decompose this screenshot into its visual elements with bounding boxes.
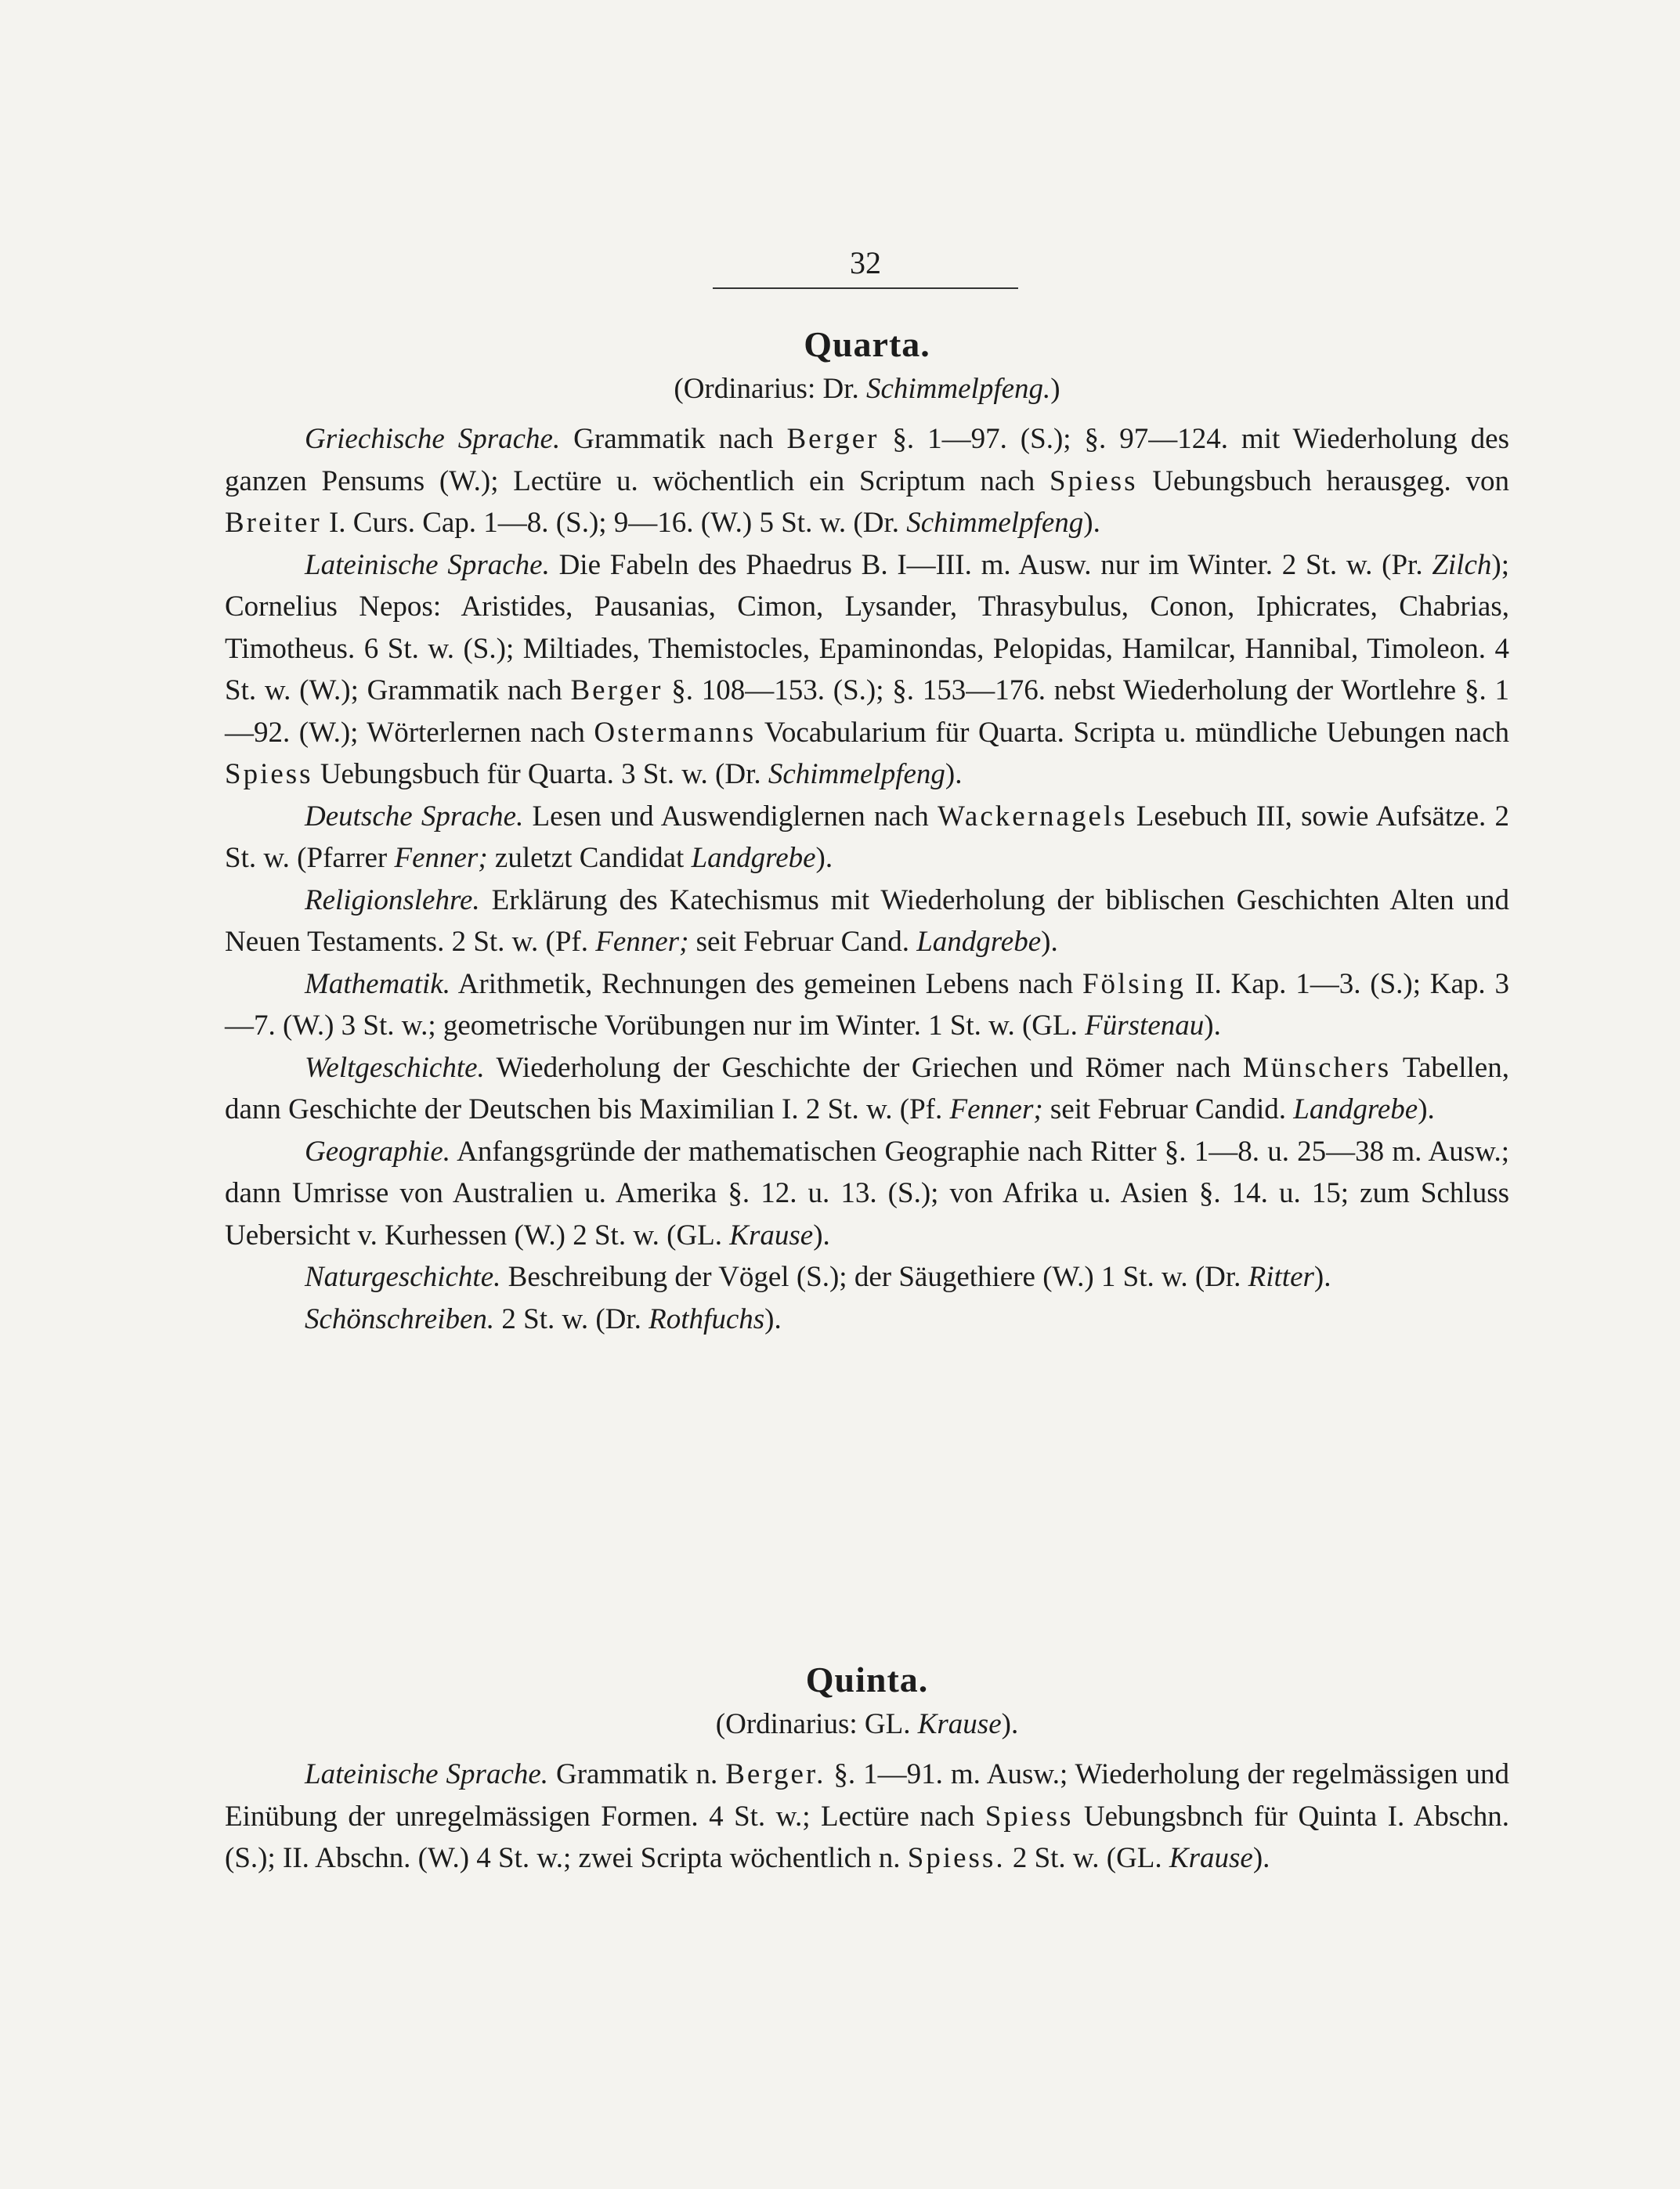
text: Anfangsgründe der mathematischen Geographie nach Ritter §. 1—8. u. 25—38 m. Ausw.; dann Umrisse von Australien u. Amerika §. 12. u. 13. (S.); von Afrika u. Asien §. 14. u. 15; zum Schluss Uebersicht v. Kurhessen (W.) 2 St. w. (GL. [225, 1135, 1509, 1252]
spaced-name: Wackernagels [937, 800, 1128, 833]
text: I. Curs. Cap. 1—8. (S.); 9—16. (W.) 5 St. w. (Dr. [321, 507, 907, 539]
teacher-name: Fenner; [949, 1093, 1043, 1125]
paragraph-latin [225, 544, 1509, 796]
header-rule [713, 287, 1018, 289]
spaced-name: Spiess [225, 758, 313, 790]
section-quinta [225, 1656, 1509, 1880]
text: seit Februar Cand. [688, 926, 917, 958]
spaced-name: Spiess [985, 1800, 1074, 1833]
text: Erklärung des Katechismus mit Wiederholung der biblischen Geschichten Alten und Neuen Testaments. 2 St. w. (Pf. [225, 883, 1509, 958]
teacher-name: Rothfuchs [649, 1302, 765, 1335]
text: ). [1418, 1093, 1435, 1125]
text: ). [1041, 926, 1058, 958]
paragraph-greek [225, 418, 1509, 544]
spaced-name: Spiess. [907, 1842, 1006, 1874]
ordinarius-line [225, 368, 1509, 410]
text: ). [813, 1219, 830, 1252]
subject-heading: Geographie. [305, 1135, 450, 1168]
text: 2 St. w. (Dr. [494, 1302, 649, 1335]
teacher-name: Schimmelpfeng [768, 758, 945, 790]
paragraph-natural-history [225, 1256, 1509, 1299]
paragraph-math [225, 963, 1509, 1047]
teacher-name: Landgrebe [1293, 1093, 1418, 1125]
ordinarius-suffix: ). [1001, 1708, 1019, 1740]
subject-heading: Griechische Sprache. [305, 423, 561, 455]
text: Grammatik nach [560, 423, 787, 455]
section-title: Quarta. [804, 324, 930, 364]
ordinarius-prefix: (Ordinarius: GL. [715, 1708, 918, 1740]
ordinarius-suffix: ) [1050, 373, 1060, 405]
teacher-name: Krause [1169, 1842, 1253, 1874]
text: ). [1252, 1842, 1270, 1874]
text: Beschreibung der Vögel (S.); der Säugethiere (W.) 1 St. w. (Dr. [500, 1261, 1248, 1293]
spaced-name: Breiter [225, 507, 322, 539]
teacher-name: Ritter [1248, 1261, 1314, 1293]
subject-heading: Schönschreiben. [305, 1302, 495, 1335]
text: Uebungsbnch für Quinta I. Abschn. (S.); II. Abschn. (W.) 4 St. w.; zwei Scripta wöchentlich n. [225, 1800, 1509, 1874]
teacher-name: Krause [729, 1219, 814, 1252]
teacher-name: Zilch [1432, 548, 1492, 581]
teacher-name: Fenner; [595, 926, 689, 958]
text: ). [945, 758, 963, 790]
text: Uebungsbuch herausgeg. von [1137, 464, 1510, 497]
text: Grammatik n. [548, 1758, 726, 1790]
text: 2 St. w. (GL. [1005, 1842, 1169, 1874]
subject-heading: Naturgeschichte. [305, 1261, 501, 1293]
ordinarius-name: Krause [917, 1708, 1002, 1740]
teacher-name: Fürstenau [1085, 1010, 1205, 1042]
text: Uebungsbuch für Quarta. 3 St. w. (Dr. [313, 758, 768, 790]
text: §. 1—91. m. Ausw.; Wiederholung der regelmässigen und Einübung der unregelmässigen Formen. 4 St. w.; Lectüre nach [225, 1758, 1509, 1833]
text: Lesen und Auswendiglernen nach [523, 800, 938, 833]
text: II. Kap. 1—3. (S.); Kap. 3—7. (W.) 3 St. w.; geometrische Vorübungen nur im Winter. 1 St. w. (GL. [225, 967, 1509, 1042]
spaced-name: Berger [786, 423, 880, 455]
text: Tabellen, dann Geschichte der Deutschen bis Maximilian I. 2 St. w. (Pf. [225, 1051, 1509, 1125]
ordinarius-line [225, 1703, 1509, 1746]
text: Die Fabeln des Phaedrus B. I—III. m. Ausw. nur im Winter. 2 St. w. (Pr. [549, 548, 1433, 581]
text: ). [764, 1302, 782, 1335]
text: §. 1—97. (S.); §. 97—124. mit Wiederholung des ganzen Pensums (W.); Lectüre u. wöchentlich ein Scriptum nach [225, 423, 1509, 497]
spaced-name: Berger [570, 674, 663, 706]
text: Lesebuch III, sowie Aufsätze. 2 St. w. (Pfarrer [225, 800, 1510, 874]
spaced-name: Fölsing [1082, 967, 1186, 1000]
spaced-name: Berger. [725, 1758, 826, 1790]
text: ); Cornelius Nepos: Aristides, Pausanias, Cimon, Lysander, Thrasybulus, Conon, Iphicrates, Chabrias, Timotheus. 6 St. w. (S.); Miltiades, Themistocles, Epaminondas, Pelopidas, Hamilcar, Hannibal, Timoleon. 4 St. w. (W.); Grammatik nach [225, 548, 1509, 706]
text: ). [1313, 1261, 1331, 1293]
ordinarius-prefix: (Ordinarius: Dr. [674, 373, 866, 405]
subject-heading: Mathematik. [305, 967, 450, 1000]
teacher-name: Landgrebe [916, 926, 1042, 958]
ordinarius-name: Schimmelpfeng. [865, 373, 1051, 405]
paragraph-german [225, 796, 1509, 880]
subject-heading: Weltgeschichte. [305, 1051, 485, 1084]
text: ). [1083, 507, 1100, 539]
subject-heading: Religionslehre. [305, 883, 480, 916]
paragraph-handwriting [225, 1299, 1509, 1341]
teacher-name: Schimmelpfeng [906, 507, 1084, 539]
text: Arithmetik, Rechnungen des gemeinen Lebens nach [450, 967, 1082, 1000]
spaced-name: Münschers [1242, 1051, 1392, 1084]
paragraph-latin [225, 1754, 1509, 1880]
text: ). [1204, 1010, 1221, 1042]
paragraph-geography [225, 1131, 1509, 1257]
teacher-name: Fenner; [394, 842, 488, 874]
text: Wiederholung der Geschichte der Griechen und Römer nach [484, 1051, 1243, 1084]
text: seit Februar Candid. [1042, 1093, 1294, 1125]
section-quarta [225, 321, 1509, 1340]
text: Vocabularium für Quarta. Scripta u. mündliche Uebungen nach [756, 716, 1509, 749]
text: zuletzt Candidat [487, 842, 692, 874]
text: ). [815, 842, 833, 874]
spaced-name: Ostermanns [594, 716, 757, 749]
subject-heading: Lateinische Sprache. [305, 1758, 549, 1790]
paragraph-history [225, 1047, 1509, 1131]
subject-heading: Lateinische Sprache. [305, 548, 550, 581]
section-title: Quinta. [805, 1660, 929, 1700]
subject-heading: Deutsche Sprache. [305, 800, 524, 833]
page-number: 32 [850, 245, 881, 280]
spaced-name: Spiess [1050, 464, 1138, 497]
text: §. 108—153. (S.); §. 153—176. nebst Wiederholung der Wortlehre §. 1—92. (W.); Wörterlernen nach [225, 674, 1509, 749]
teacher-name: Landgrebe [691, 842, 816, 874]
paragraph-religion [225, 880, 1509, 963]
